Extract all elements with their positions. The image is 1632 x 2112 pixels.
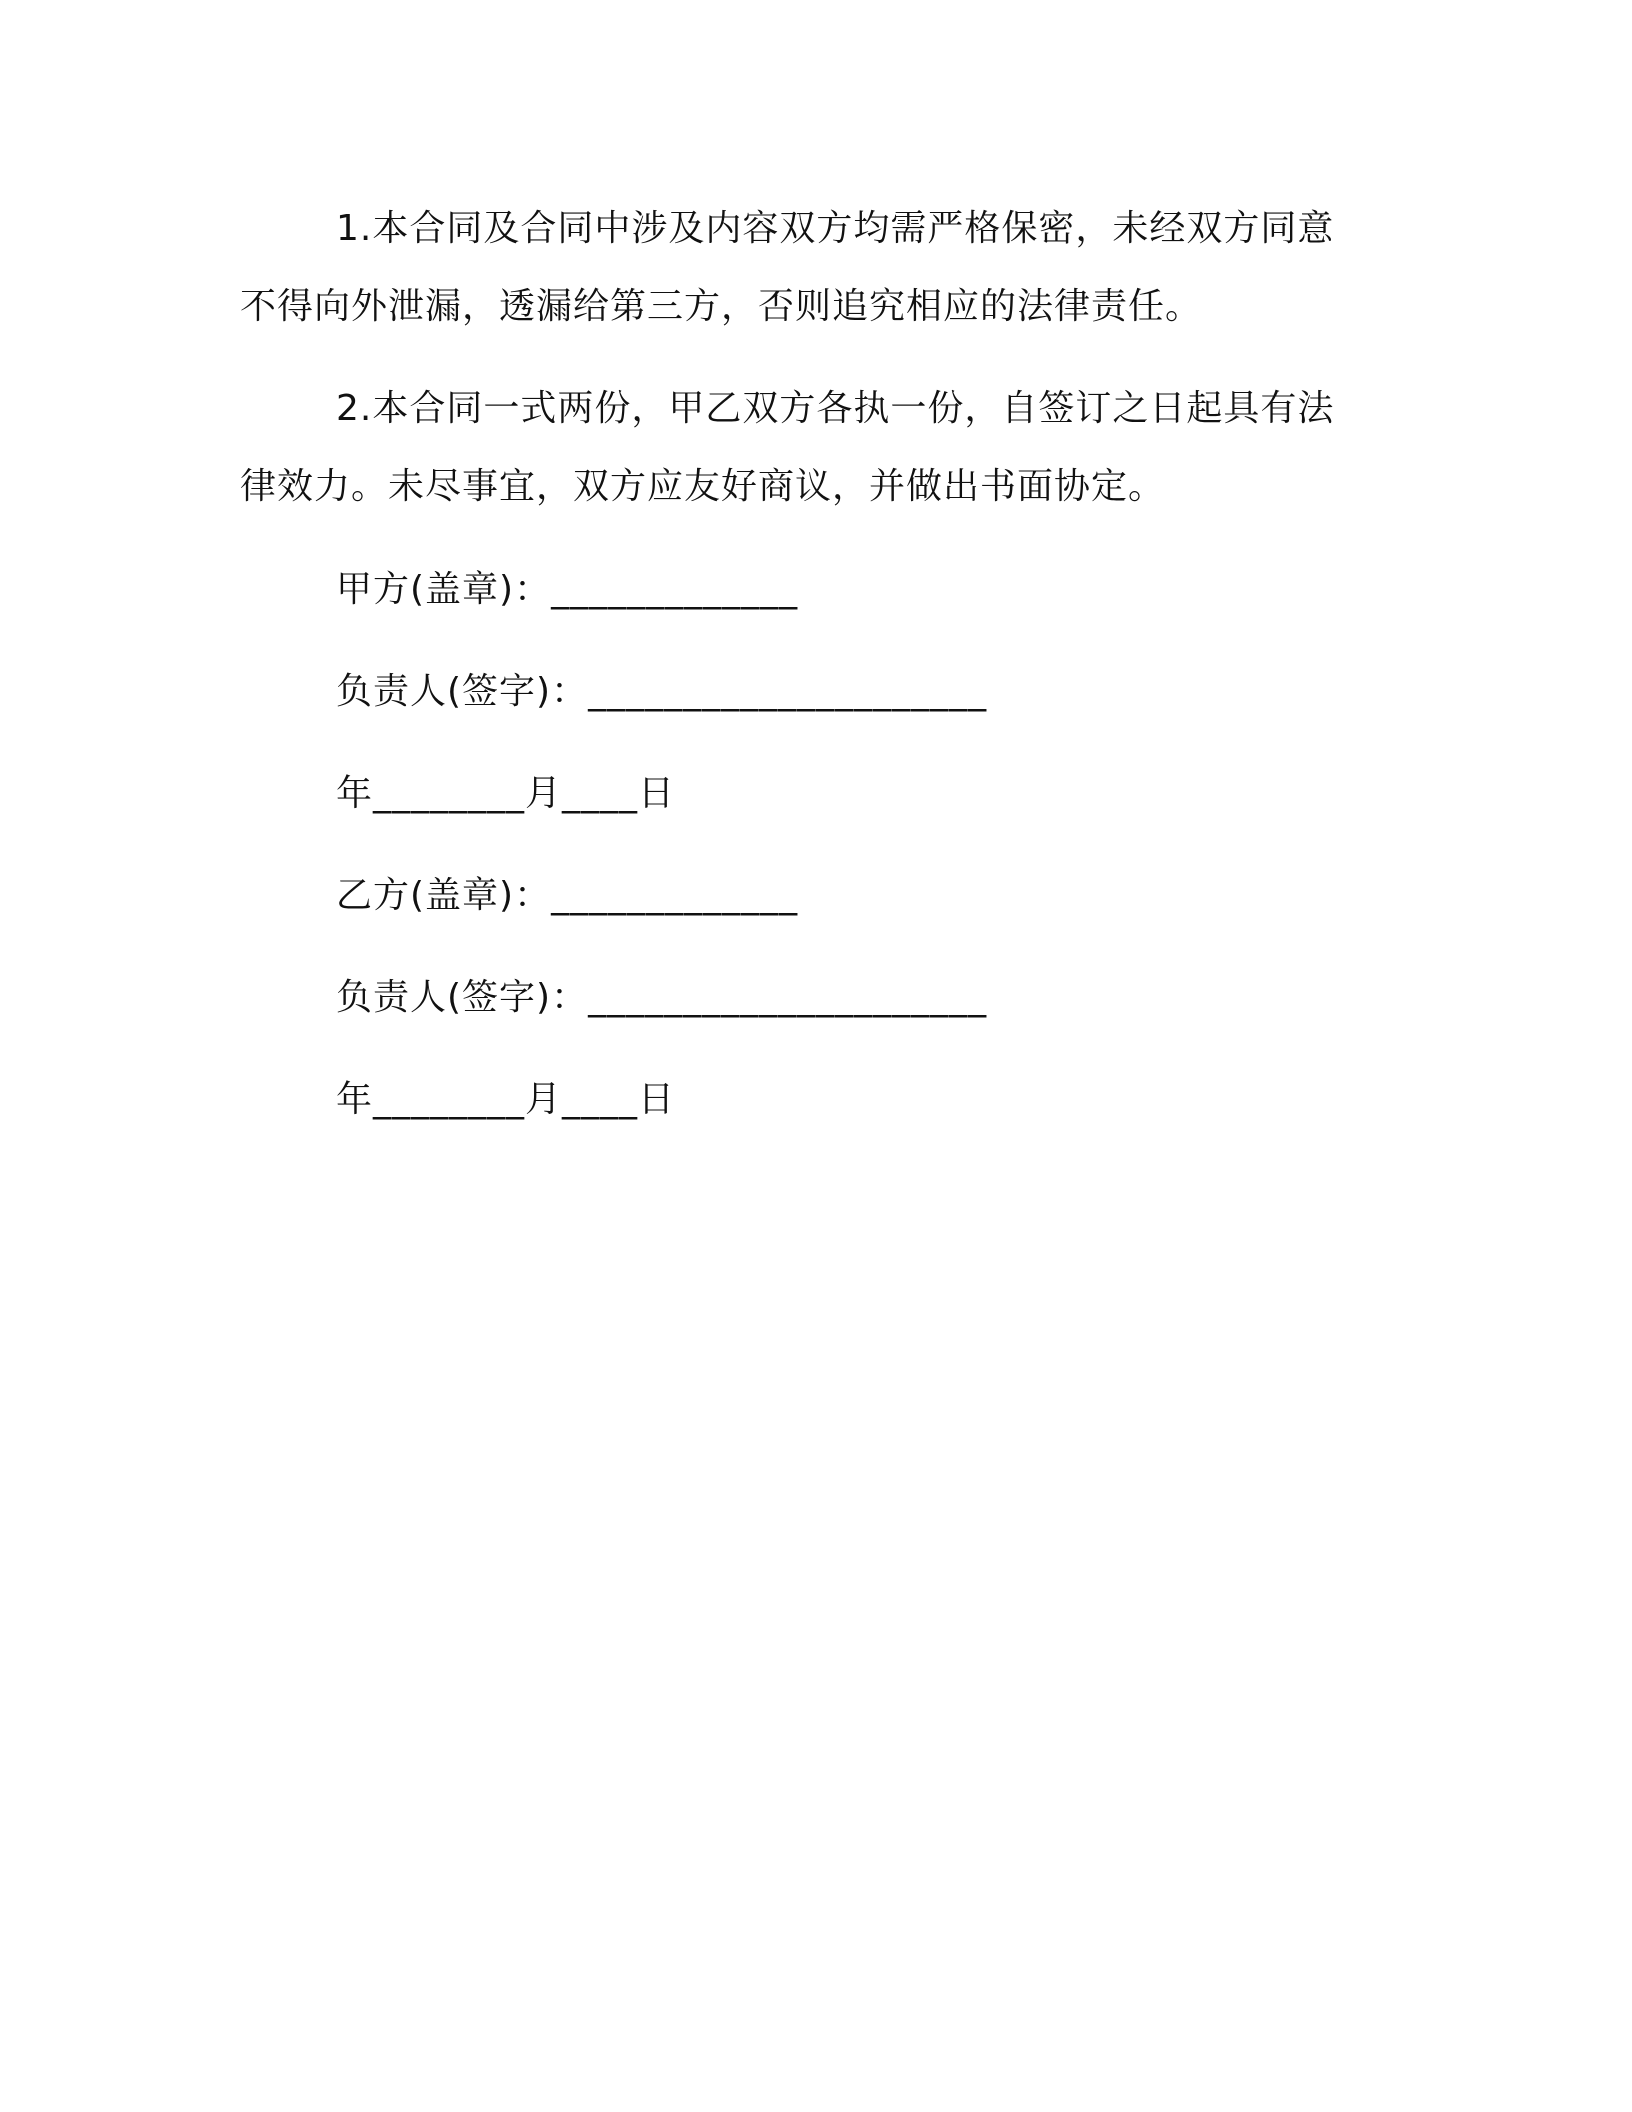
party-b-date-line: 年________月____日 — [336, 1079, 676, 1120]
document-body — [240, 190, 1366, 1126]
clause-1-number: 1. — [336, 208, 373, 249]
party-b-signer-line: 负责人(签字)：_____________________ — [336, 977, 988, 1018]
party-a-seal-line: 甲方(盖章)：_____________ — [336, 569, 799, 610]
party-b-seal-line: 乙方(盖章)：_____________ — [336, 875, 799, 916]
party-a-signature-block — [240, 564, 1366, 820]
clause-1 — [240, 190, 1366, 346]
clause-2-number: 2. — [336, 388, 373, 429]
party-a-signer-line: 负责人(签字)：_____________________ — [336, 671, 988, 712]
clause-1-text: 本合同及合同中涉及内容双方均需严格保密，未经双方同意不得向外泄漏，透漏给第三方，否则追究相应的法律责任。 — [240, 208, 1335, 327]
clause-2-text: 本合同一式两份，甲乙双方各执一份，自签订之日起具有法律效力。未尽事宜，双方应友好商议，并做出书面协定。 — [240, 388, 1335, 507]
party-b-signature-block — [240, 870, 1366, 1126]
clause-2 — [240, 370, 1366, 526]
party-a-date-line: 年________月____日 — [336, 773, 676, 814]
